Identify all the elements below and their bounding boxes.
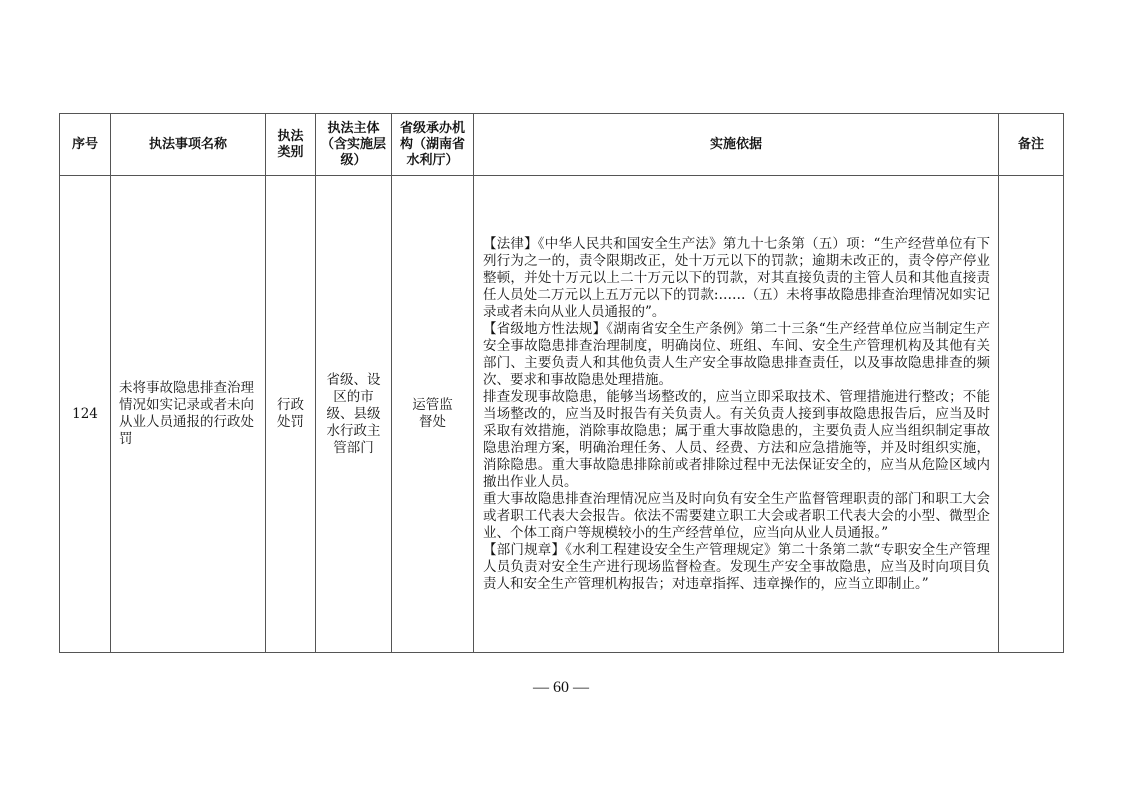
header-category: 执法类别 — [266, 114, 316, 176]
cell-agency: 运管监督处 — [392, 176, 474, 653]
basis-provincial-regulation-cont-2: 重大事故隐患排查治理情况应当及时向负有安全生产监督管理职责的部门和职工大会或者职工代表大会报告。依法不需要建立职工大会或者职工代表大会的小型、微型企业、个体工商户等规模较小的生产经营单位，应当向从业人员通报。” — [483, 490, 990, 541]
cell-remarks — [999, 176, 1064, 653]
page-number: — 60 — — [533, 679, 589, 696]
basis-law: 【法律】《中华人民共和国安全生产法》第九十七条第（五）项：“生产经营单位有下列行为之一的，责令限期改正，处十万元以下的罚款；逾期未改正的，责令停产停业整顿，并处十万元以上二十万元以下的罚款，对其直接负责的主管人员和其他直接责任人员处二万元以上五万元以下的罚款:……（五）未将事故隐患排查治理情况如实记录或者未向从业人员通报的”。 — [483, 235, 990, 320]
table-header-row — [60, 114, 1064, 176]
enforcement-table-page — [59, 113, 1063, 653]
header-subject: 执法主体（含实施层级） — [316, 114, 392, 176]
header-remarks: 备注 — [999, 114, 1064, 176]
basis-provincial-regulation-cont-1: 排查发现事故隐患，能够当场整改的，应当立即采取技术、管理措施进行整改；不能当场整改的，应当及时报告有关负责人。有关负责人接到事故隐患报告后，应当及时采取有效措施，消除事故隐患；属于重大事故隐患的，主要负责人应当组织制定事故隐患治理方案，明确治理任务、人员、经费、方法和应急措施等，并及时组织实施，消除隐患。重大事故隐患排除前或者排除过程中无法保证安全的，应当从危险区域内撤出作业人员。 — [483, 388, 990, 490]
header-seq: 序号 — [60, 114, 111, 176]
cell-category: 行政处罚 — [266, 176, 316, 653]
table-row — [60, 176, 1064, 653]
basis-provincial-regulation: 【省级地方性法规】《湖南省安全生产条例》第二十三条“生产经营单位应当制定生产安全事故隐患排查治理制度，明确岗位、班组、车间、安全生产管理机构及其他有关部门、主要负责人和其他负责人生产安全事故隐患排查责任，以及事故隐患排查的频次、要求和事故隐患处理措施。 — [483, 320, 990, 388]
cell-seq: 124 — [60, 176, 111, 653]
cell-subject: 省级、设区的市级、县级水行政主管部门 — [316, 176, 392, 653]
enforcement-table — [59, 113, 1064, 653]
header-basis: 实施依据 — [474, 114, 999, 176]
header-name: 执法事项名称 — [111, 114, 266, 176]
cell-item-name: 未将事故隐患排查治理情况如实记录或者未向从业人员通报的行政处罚 — [111, 176, 266, 653]
basis-department-rule: 【部门规章】《水利工程建设安全生产管理规定》第二十条第二款“专职安全生产管理人员负责对安全生产进行现场监督检查。发现生产安全事故隐患，应当及时向项目负责人和安全生产管理机构报告；对违章指挥、违章操作的，应当立即制止。” — [483, 541, 990, 592]
cell-basis — [474, 176, 999, 653]
header-agency: 省级承办机构（湖南省水利厅） — [392, 114, 474, 176]
